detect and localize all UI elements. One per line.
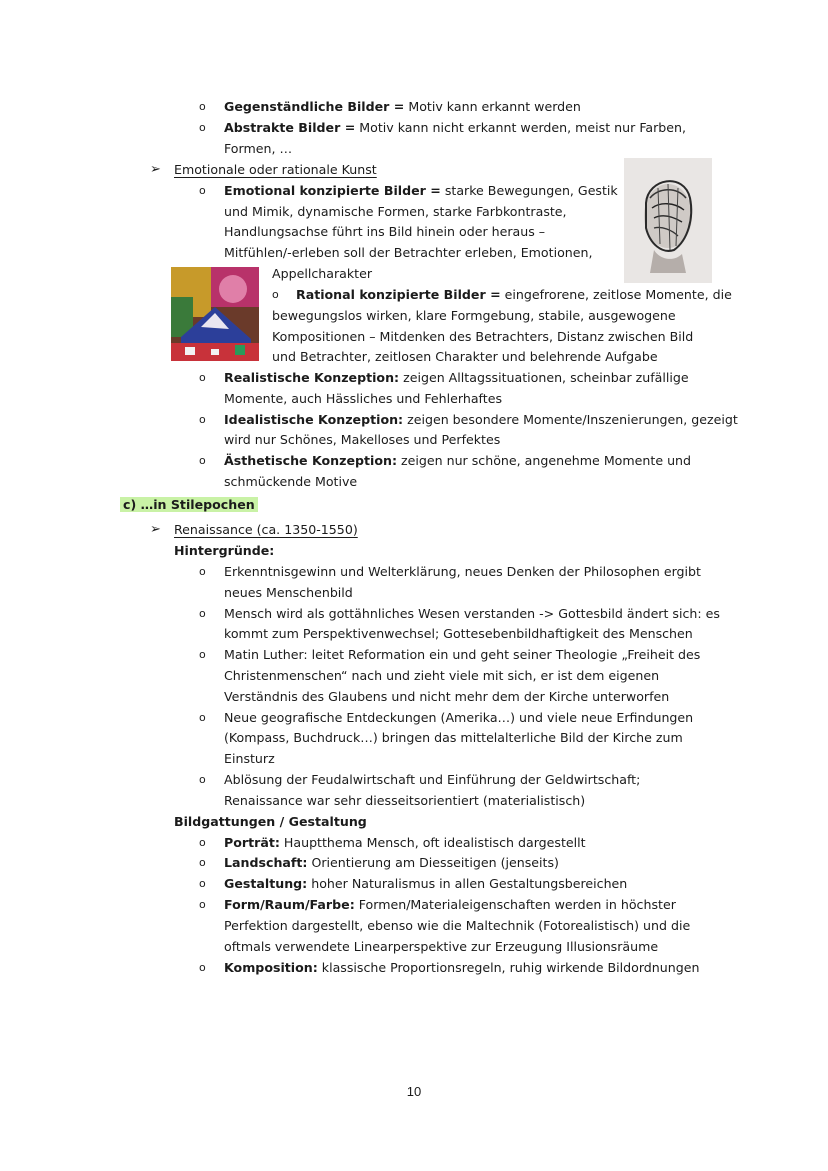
bullet-icon: o bbox=[199, 565, 206, 578]
bullet-icon: o bbox=[199, 184, 206, 197]
list-item-continuation: Momente, auch Hässliches und Fehlerhaftes bbox=[224, 391, 503, 406]
list-item-continuation: Handlungsachse führt ins Bild hinein oder heraus – bbox=[224, 224, 546, 239]
heading-hintergruende: Hintergründe: bbox=[174, 543, 275, 558]
page-number: 10 bbox=[406, 1084, 422, 1099]
definition: zeigen Alltagssituationen, scheinbar zufällige bbox=[399, 370, 689, 385]
term: Landschaft: bbox=[224, 855, 308, 870]
term: Rational konzipierte Bilder = bbox=[296, 287, 501, 302]
definition: zeigen nur schöne, angenehme Momente und bbox=[397, 453, 692, 468]
list-item: Erkenntnisgewinn und Welterklärung, neues Denken der Philosophen ergibt bbox=[224, 564, 701, 579]
list-item-continuation: Renaissance war sehr diesseitsorientiert (materialistisch) bbox=[224, 793, 586, 808]
bullet-icon: o bbox=[199, 877, 206, 890]
bullet-icon: o bbox=[199, 413, 206, 426]
bullet-icon: o bbox=[199, 836, 206, 849]
term: Komposition: bbox=[224, 960, 318, 975]
list-item-continuation: Appellcharakter bbox=[272, 266, 373, 281]
list-item-continuation: und Betrachter, zeitlosen Charakter und belehrende Aufgabe bbox=[272, 349, 658, 364]
bullet-icon: o bbox=[199, 711, 206, 724]
list-item-portraet bbox=[224, 833, 586, 854]
list-item-gestaltung bbox=[224, 874, 627, 895]
list-item-continuation: und Mimik, dynamische Formen, starke Farbkontraste, bbox=[224, 204, 567, 219]
list-item: Neue geografische Entdeckungen (Amerika…) und viele neue Erfindungen bbox=[224, 710, 694, 725]
bullet-icon: o bbox=[199, 898, 206, 911]
list-item-continuation: Perfektion dargestellt, ebenso wie die Maltechnik (Fotorealistisch) und die bbox=[224, 918, 691, 933]
subheading-renaissance: Renaissance (ca. 1350-1550) bbox=[174, 522, 358, 537]
list-item-abstrakt bbox=[224, 118, 686, 139]
list-item-continuation: kommt zum Perspektivenwechsel; Gottesebenbildhaftigkeit des Menschen bbox=[224, 626, 693, 641]
list-item-form-raum-farbe bbox=[224, 895, 676, 916]
bullet-icon: o bbox=[199, 100, 206, 113]
list-item-gegenstaendlich bbox=[224, 97, 581, 118]
definition: Orientierung am Diesseitigen (jenseits) bbox=[307, 855, 559, 870]
list-item-aesthetisch bbox=[224, 451, 691, 472]
list-item-continuation: Formen, … bbox=[224, 141, 293, 156]
definition: starke Bewegungen, Gestik bbox=[440, 183, 618, 198]
list-item-continuation: wird nur Schönes, Makelloses und Perfektes bbox=[224, 432, 501, 447]
list-item-continuation: Kompositionen – Mitdenken des Betrachters, Distanz zwischen Bild bbox=[272, 329, 694, 344]
definition: Formen/Materialeigenschaften werden in höchster bbox=[354, 897, 676, 912]
bullet-icon: o bbox=[199, 121, 206, 134]
bullet-icon: o bbox=[199, 648, 206, 661]
bullet-icon: o bbox=[199, 607, 206, 620]
list-item-rational bbox=[296, 285, 732, 306]
definition: Hauptthema Mensch, oft idealistisch dargestellt bbox=[279, 835, 586, 850]
list-item-continuation: oftmals verwendete Linearperspektive zur Erzeugung Illusionsräume bbox=[224, 939, 659, 954]
section-heading-stilepochen bbox=[120, 495, 258, 516]
list-item-continuation: (Kompass, Buchdruck…) bringen das mittelalterliche Bild der Kirche zum bbox=[224, 730, 683, 745]
term: Abstrakte Bilder = bbox=[224, 120, 356, 135]
term: Form/Raum/Farbe: bbox=[224, 897, 355, 912]
term: Porträt: bbox=[224, 835, 280, 850]
list-item-idealistisch bbox=[224, 410, 738, 431]
term: Gestaltung: bbox=[224, 876, 308, 891]
list-item-continuation: schmückende Motive bbox=[224, 474, 358, 489]
list-item: Matin Luther: leitet Reformation ein und geht seiner Theologie „Freiheit des bbox=[224, 647, 701, 662]
list-item: Mensch wird als gottähnliches Wesen verstanden -> Gottesbild ändert sich: es bbox=[224, 606, 720, 621]
list-item-realistisch bbox=[224, 368, 689, 389]
definition: eingefrorene, zeitlose Momente, die bbox=[500, 287, 732, 302]
bullet-icon: o bbox=[272, 288, 279, 301]
definition: Motiv kann nicht erkannt werden, meist nur Farben, bbox=[355, 120, 687, 135]
bullet-icon: o bbox=[199, 856, 206, 869]
arrow-bullet-icon: ➢ bbox=[150, 522, 161, 537]
heading-bildgattungen: Bildgattungen / Gestaltung bbox=[174, 814, 367, 829]
list-item-landschaft bbox=[224, 853, 559, 874]
list-item-continuation: bewegungslos wirken, klare Formgebung, stabile, ausgewogene bbox=[272, 308, 676, 323]
highlighted-heading: c) …in Stilepochen bbox=[120, 497, 258, 512]
list-item-continuation: neues Menschenbild bbox=[224, 585, 353, 600]
term: Emotional konzipierte Bilder = bbox=[224, 183, 441, 198]
definition: klassische Proportionsregeln, ruhig wirkende Bildordnungen bbox=[317, 960, 700, 975]
definition: hoher Naturalismus in allen Gestaltungsbereichen bbox=[307, 876, 628, 891]
arrow-bullet-icon: ➢ bbox=[150, 162, 161, 177]
definition: zeigen besondere Momente/Inszenierungen, gezeigt bbox=[403, 412, 738, 427]
term: Idealistische Konzeption: bbox=[224, 412, 404, 427]
definition: Motiv kann erkannt werden bbox=[404, 99, 581, 114]
list-item-continuation: Verständnis des Glaubens und nicht mehr dem der Kirche unterworfen bbox=[224, 689, 670, 704]
term: Ästhetische Konzeption: bbox=[224, 453, 397, 468]
portrait-sketch-image bbox=[624, 158, 712, 283]
list-item-continuation: Mitfühlen/-erleben soll der Betrachter erleben, Emotionen, bbox=[224, 245, 593, 260]
term: Realistische Konzeption: bbox=[224, 370, 400, 385]
subheading-emotional-rational: Emotionale oder rationale Kunst bbox=[174, 162, 377, 177]
bullet-icon: o bbox=[199, 371, 206, 384]
bullet-icon: o bbox=[199, 454, 206, 467]
bullet-icon: o bbox=[199, 773, 206, 786]
abstract-painting-image bbox=[171, 267, 259, 361]
list-item: Ablösung der Feudalwirtschaft und Einführung der Geldwirtschaft; bbox=[224, 772, 641, 787]
term: Gegenständliche Bilder = bbox=[224, 99, 405, 114]
list-item-emotional bbox=[224, 181, 618, 202]
list-item-continuation: Einsturz bbox=[224, 751, 275, 766]
list-item-komposition bbox=[224, 958, 699, 979]
list-item-continuation: Christenmenschen“ nach und zieht viele mit sich, er ist dem eigenen bbox=[224, 668, 660, 683]
bullet-icon: o bbox=[199, 961, 206, 974]
